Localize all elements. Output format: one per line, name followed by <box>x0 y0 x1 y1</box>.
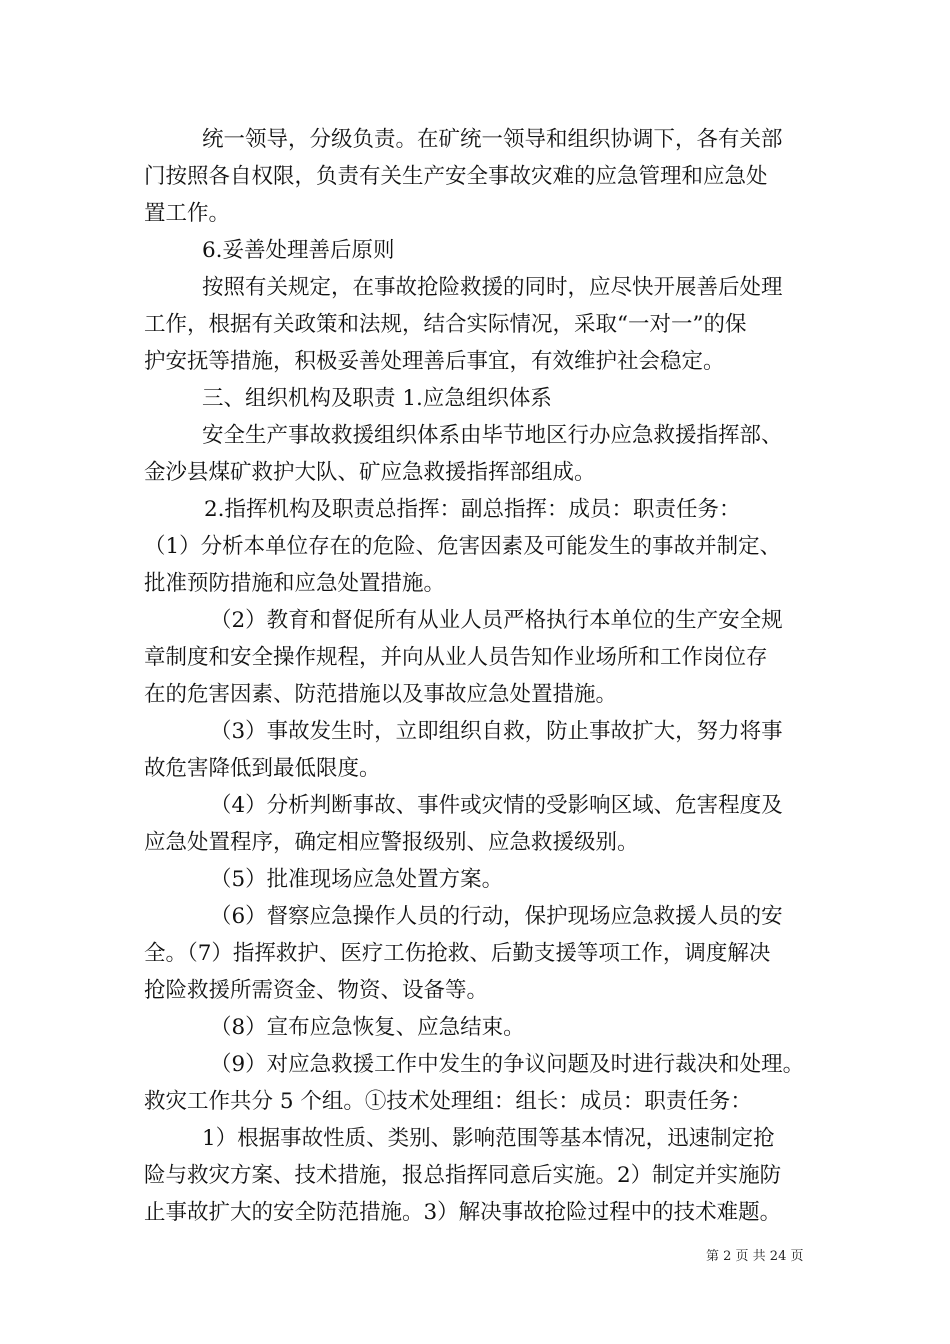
list-item: （4）分析判断事故、事件或灾情的受影响区域、危害程度及 <box>210 793 783 818</box>
section-heading: 2.指挥机构及职责总指挥：副总指挥：成员：职责任务： <box>204 497 741 522</box>
text-line: 工作，根据有关政策和法规，结合实际情况，采取“一对一”的保 <box>144 312 747 337</box>
text-line: 安全生产事故救援组织体系由毕节地区行办应急救援指挥部、 <box>202 423 783 448</box>
page-number: 第 2 页 共 24 页 <box>706 1249 804 1264</box>
text-line: 门按照各自权限，负责有关生产安全事故灾难的应急管理和应急处 <box>144 164 768 189</box>
list-item: （9）对应急救援工作中发生的争议问题及时进行裁决和处理。 <box>210 1052 805 1077</box>
text-line: 救灾工作共分 5 个组。①技术处理组：组长：成员：职责任务： <box>144 1089 752 1114</box>
list-item: （6）督察应急操作人员的行动，保护现场应急救援人员的安 <box>210 904 783 929</box>
text-line: 金沙县煤矿救护大队、矿应急救援指挥部组成。 <box>144 460 596 485</box>
text-line: 全。（7）指挥救护、医疗工伤抢救、后勤支援等项工作，调度解决 <box>144 941 771 966</box>
section-heading: 三、组织机构及职责 1.应急组织体系 <box>202 386 552 411</box>
text-line: 止事故扩大的安全防范措施。3）解决事故抢险过程中的技术难题。 <box>144 1200 782 1225</box>
text-line: 统一领导，分级负责。在矿统一领导和组织协调下，各有关部 <box>202 127 783 152</box>
text-line: 在的危害因素、防范措施以及事故应急处置措施。 <box>144 682 618 707</box>
text-line: 章制度和安全操作规程，并向从业人员告知作业场所和工作岗位存 <box>144 645 768 670</box>
list-item: （2）教育和督促所有从业人员严格执行本单位的生产安全规 <box>210 608 783 633</box>
text-line: 故危害降低到最低限度。 <box>144 756 381 781</box>
text-line: 批准预防措施和应急处置措施。 <box>144 571 446 596</box>
text-line: 抢险救援所需资金、物资、设备等。 <box>144 978 489 1003</box>
list-item: 1）根据事故性质、类别、影响范围等基本情况，迅速制定抢 <box>202 1126 775 1151</box>
text-line: 应急处置程序，确定相应警报级别、应急救援级别。 <box>144 830 639 855</box>
text-line: 按照有关规定，在事故抢险救援的同时，应尽快开展善后处理 <box>202 275 783 300</box>
text-line: 险与救灾方案、技术措施，报总指挥同意后实施。2）制定并实施防 <box>144 1163 782 1188</box>
list-item: （1）分析本单位存在的危险、危害因素及可能发生的事故并制定、 <box>144 534 782 559</box>
list-item: （8）宣布应急恢复、应急结束。 <box>210 1015 525 1040</box>
text-line: 置工作。 <box>144 201 231 226</box>
section-heading: 6.妥善处理善后原则 <box>202 238 395 263</box>
text-line: 护安抚等措施，积极妥善处理善后事宜，有效维护社会稳定。 <box>144 349 725 374</box>
list-item: （5）批准现场应急处置方案。 <box>210 867 504 892</box>
list-item: （3）事故发生时，立即组织自救，防止事故扩大，努力将事 <box>210 719 783 744</box>
